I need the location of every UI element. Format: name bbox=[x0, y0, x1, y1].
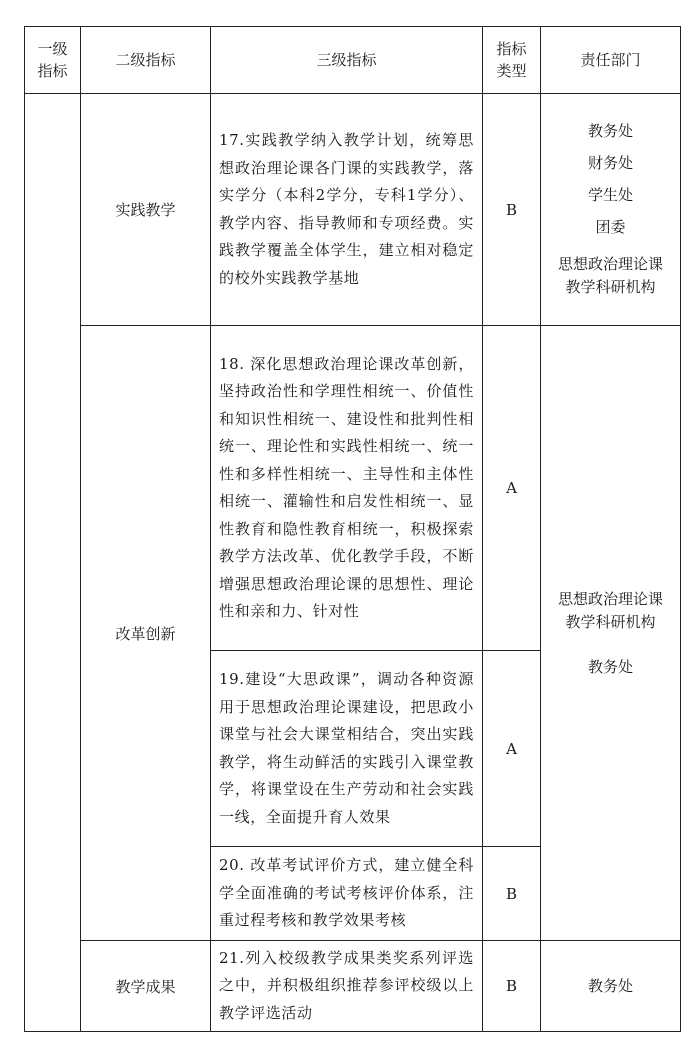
table-row bbox=[25, 94, 681, 326]
dept-item: 教务处 bbox=[587, 657, 633, 676]
level2-label: 教学成果 bbox=[115, 977, 176, 996]
dept-cell bbox=[541, 326, 681, 941]
level3-cell bbox=[211, 326, 483, 651]
header-level3-label: 三级指标 bbox=[316, 51, 377, 69]
level3-cell bbox=[211, 651, 483, 847]
header-level2-label: 二级指标 bbox=[115, 51, 176, 69]
type-value: B bbox=[505, 977, 518, 995]
dept-item: 教务处 bbox=[587, 122, 633, 140]
type-value: A bbox=[506, 739, 517, 758]
level3-text: 19.建设“大思政课”，调动各种资源用于思想政治理论课建设，把思政小课堂与社会大课堂相结合，突出实践教学，将生动鲜活的实践引入课堂教学，将课堂设在生产劳动和社会实践一线，全面提升育人效果 bbox=[219, 670, 474, 826]
level2-label: 实践教学 bbox=[115, 201, 176, 219]
header-level3 bbox=[211, 27, 483, 94]
dept-item: 学生处 bbox=[587, 186, 633, 204]
dept-item: 教务处 bbox=[587, 976, 633, 995]
header-dept bbox=[541, 27, 681, 94]
table-row bbox=[25, 326, 681, 651]
dept-item: 财务处 bbox=[587, 154, 633, 172]
table-row bbox=[25, 941, 681, 1032]
level2-label: 改革创新 bbox=[115, 624, 176, 643]
type-cell bbox=[483, 847, 541, 941]
level2-cell bbox=[81, 941, 211, 1032]
type-cell bbox=[483, 94, 541, 326]
dept-cell bbox=[541, 94, 681, 326]
type-value: B bbox=[505, 200, 518, 219]
dept-item: 思想政治理论课 教学科研机构 bbox=[557, 255, 663, 296]
level3-text: 18. 深化思想政治理论课改革创新，坚持政治性和学理性相统一、价值性和知识性相统一、建设性和批判性相统一、理论性和实践性相统一、统一性和多样性相统一、主导性和主体性相统一、灌输性和启发性相统一、显性教育和隐性教育相统一，积极探索教学方法改革、优化教学手段，不断增强思想政治理论课的思想性、理论性和亲和力、针对性 bbox=[219, 354, 474, 620]
level2-cell bbox=[81, 94, 211, 326]
level3-text: 17.实践教学纳入教学计划，统筹思想政治理论课各门课的实践教学，落实学分（本科2学分，专科1学分）、教学内容、指导教师和专项经费。实践教学覆盖全体学生，建立相对稳定的校外实践教学基地 bbox=[219, 131, 474, 287]
header-row bbox=[25, 27, 681, 94]
dept-item: 思想政治理论课 教学科研机构 bbox=[557, 589, 663, 631]
header-type bbox=[483, 27, 541, 94]
header-dept-label: 责任部门 bbox=[580, 51, 641, 69]
level1-cell bbox=[25, 94, 81, 1032]
indicator-table bbox=[24, 26, 681, 1032]
dept-cell bbox=[541, 941, 681, 1032]
type-cell bbox=[483, 941, 541, 1032]
level2-cell bbox=[81, 326, 211, 941]
type-cell bbox=[483, 326, 541, 651]
header-level2 bbox=[81, 27, 211, 94]
header-level1 bbox=[25, 27, 81, 94]
level3-text: 20. 改革考试评价方式，建立健全科学全面准确的考试考核评价体系，注重过程考核和教学效果考核 bbox=[219, 856, 474, 930]
header-level1-label: 一级 指标 bbox=[37, 40, 68, 80]
level3-cell bbox=[211, 941, 483, 1032]
type-value: A bbox=[506, 479, 517, 497]
type-value: B bbox=[505, 884, 518, 903]
type-cell bbox=[483, 651, 541, 847]
level3-cell bbox=[211, 847, 483, 941]
header-type-label: 指标 类型 bbox=[496, 40, 527, 80]
level3-text: 21.列入校级教学成果类奖系列评选之中，并积极组织推荐参评校级以上教学评选活动 bbox=[219, 948, 474, 1022]
dept-item: 团委 bbox=[595, 218, 626, 236]
level3-cell bbox=[211, 94, 483, 326]
